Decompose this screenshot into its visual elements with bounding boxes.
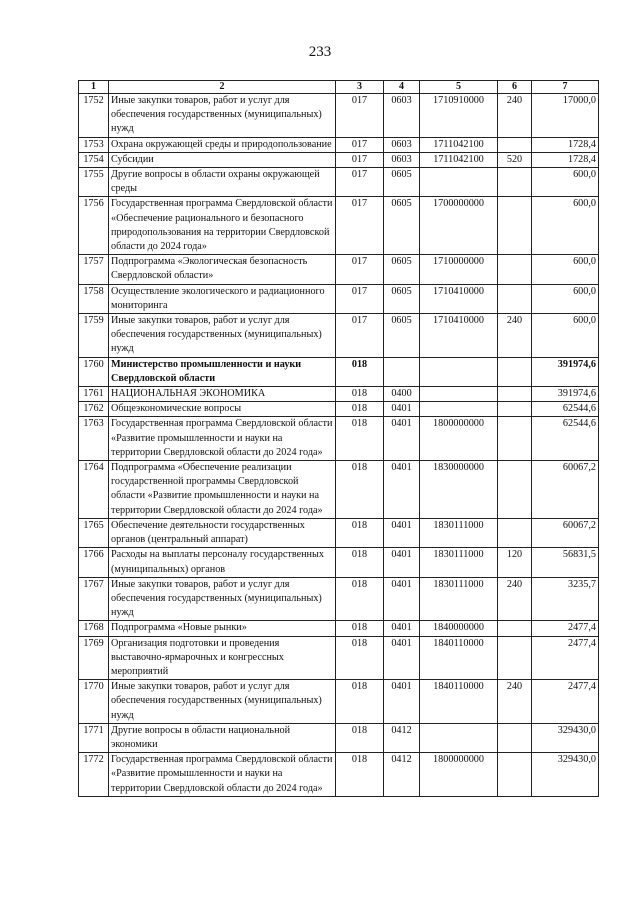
row-expense-type: 240 <box>498 577 532 621</box>
row-name: НАЦИОНАЛЬНАЯ ЭКОНОМИКА <box>109 387 336 402</box>
row-section-code: 0401 <box>384 680 420 724</box>
row-target-code: 1710410000 <box>420 284 498 313</box>
row-target-code: 1830111000 <box>420 548 498 577</box>
row-section-code: 0401 <box>384 417 420 461</box>
row-name: Подпрограмма «Экологическая безопасность Свердловской области» <box>109 255 336 284</box>
row-amount: 56831,5 <box>532 548 599 577</box>
table-body <box>79 94 599 797</box>
row-target-code <box>420 402 498 417</box>
row-name: Иные закупки товаров, работ и услуг для обеспечения государственных (муниципальных) нужд <box>109 680 336 724</box>
row-number: 1767 <box>79 577 109 621</box>
row-amount: 600,0 <box>532 284 599 313</box>
row-ministry-code: 017 <box>336 197 384 255</box>
table-row <box>79 548 599 577</box>
row-section-code <box>384 357 420 386</box>
row-amount: 600,0 <box>532 197 599 255</box>
table-row <box>79 621 599 636</box>
table-row <box>79 152 599 167</box>
row-target-code: 1800000000 <box>420 753 498 797</box>
row-amount: 2477,4 <box>532 621 599 636</box>
row-name: Обеспечение деятельности государственных органов (центральный аппарат) <box>109 518 336 547</box>
row-number: 1766 <box>79 548 109 577</box>
row-expense-type <box>498 518 532 547</box>
row-target-code: 1710910000 <box>420 94 498 138</box>
row-number: 1764 <box>79 461 109 519</box>
row-ministry-code: 018 <box>336 753 384 797</box>
budget-table <box>78 80 599 797</box>
row-number: 1753 <box>79 137 109 152</box>
row-section-code: 0605 <box>384 197 420 255</box>
row-target-code: 1840000000 <box>420 621 498 636</box>
row-section-code: 0400 <box>384 387 420 402</box>
row-ministry-code: 017 <box>336 284 384 313</box>
row-expense-type <box>498 197 532 255</box>
row-name: Подпрограмма «Обеспечение реализации государственной программы Свердловской области «Развитие промышленности и науки на территории Свердловской области до 2024 года» <box>109 461 336 519</box>
row-amount: 391974,6 <box>532 357 599 386</box>
row-target-code <box>420 168 498 197</box>
row-name: Расходы на выплаты персоналу государственных (муниципальных) органов <box>109 548 336 577</box>
row-target-code <box>420 357 498 386</box>
row-amount: 60067,2 <box>532 461 599 519</box>
table-row <box>79 94 599 138</box>
page-number: 233 <box>308 44 332 60</box>
row-section-code: 0603 <box>384 152 420 167</box>
row-section-code: 0412 <box>384 753 420 797</box>
header-col-4: 4 <box>384 81 420 94</box>
row-section-code: 0412 <box>384 723 420 752</box>
row-number: 1754 <box>79 152 109 167</box>
row-name: Государственная программа Свердловской области «Обеспечение рационального и безопасного природопользования на территории Свердловской области до 2024 года» <box>109 197 336 255</box>
row-expense-type <box>498 417 532 461</box>
table-row <box>79 168 599 197</box>
row-amount: 391974,6 <box>532 387 599 402</box>
row-section-code: 0401 <box>384 518 420 547</box>
row-amount: 3235,7 <box>532 577 599 621</box>
row-name: Субсидии <box>109 152 336 167</box>
row-expense-type: 120 <box>498 548 532 577</box>
row-ministry-code: 017 <box>336 94 384 138</box>
row-expense-type: 240 <box>498 314 532 358</box>
row-target-code: 1840110000 <box>420 636 498 680</box>
row-section-code: 0605 <box>384 314 420 358</box>
header-col-1: 1 <box>79 81 109 94</box>
row-ministry-code: 018 <box>336 402 384 417</box>
row-ministry-code: 017 <box>336 168 384 197</box>
row-expense-type <box>498 357 532 386</box>
row-section-code: 0603 <box>384 137 420 152</box>
table-row <box>79 577 599 621</box>
row-target-code: 1710000000 <box>420 255 498 284</box>
row-target-code <box>420 723 498 752</box>
row-ministry-code: 018 <box>336 548 384 577</box>
row-amount: 600,0 <box>532 168 599 197</box>
row-expense-type <box>498 284 532 313</box>
row-ministry-code: 018 <box>336 518 384 547</box>
row-amount: 2477,4 <box>532 680 599 724</box>
row-target-code: 1700000000 <box>420 197 498 255</box>
row-name: Охрана окружающей среды и природопользование <box>109 137 336 152</box>
row-ministry-code: 018 <box>336 357 384 386</box>
row-amount: 60067,2 <box>532 518 599 547</box>
row-expense-type <box>498 636 532 680</box>
row-name: Иные закупки товаров, работ и услуг для обеспечения государственных (муниципальных) нужд <box>109 94 336 138</box>
row-section-code: 0605 <box>384 284 420 313</box>
header-col-5: 5 <box>420 81 498 94</box>
row-number: 1765 <box>79 518 109 547</box>
row-section-code: 0605 <box>384 168 420 197</box>
row-amount: 62544,6 <box>532 402 599 417</box>
row-name: Государственная программа Свердловской области «Развитие промышленности и науки на территории Свердловской области до 2024 года» <box>109 753 336 797</box>
row-section-code: 0605 <box>384 255 420 284</box>
header-col-2: 2 <box>109 81 336 94</box>
row-amount: 329430,0 <box>532 723 599 752</box>
table-row <box>79 255 599 284</box>
header-col-6: 6 <box>498 81 532 94</box>
row-ministry-code: 018 <box>336 680 384 724</box>
row-ministry-code: 017 <box>336 314 384 358</box>
row-number: 1759 <box>79 314 109 358</box>
row-ministry-code: 018 <box>336 577 384 621</box>
table-row <box>79 680 599 724</box>
row-ministry-code: 017 <box>336 255 384 284</box>
row-expense-type <box>498 387 532 402</box>
row-name: Осуществление экологического и радиационного мониторинга <box>109 284 336 313</box>
row-section-code: 0603 <box>384 94 420 138</box>
row-expense-type <box>498 621 532 636</box>
row-expense-type: 240 <box>498 94 532 138</box>
row-number: 1763 <box>79 417 109 461</box>
row-name: Государственная программа Свердловской области «Развитие промышленности и науки на территории Свердловской области до 2024 года» <box>109 417 336 461</box>
row-ministry-code: 017 <box>336 152 384 167</box>
row-ministry-code: 018 <box>336 417 384 461</box>
row-ministry-code: 018 <box>336 636 384 680</box>
row-number: 1755 <box>79 168 109 197</box>
row-ministry-code: 018 <box>336 621 384 636</box>
row-number: 1772 <box>79 753 109 797</box>
table-row <box>79 402 599 417</box>
row-section-code: 0401 <box>384 636 420 680</box>
row-expense-type <box>498 137 532 152</box>
table-row <box>79 723 599 752</box>
row-amount: 1728,4 <box>532 137 599 152</box>
row-amount: 600,0 <box>532 255 599 284</box>
row-expense-type <box>498 168 532 197</box>
row-number: 1752 <box>79 94 109 138</box>
table-row <box>79 753 599 797</box>
row-section-code: 0401 <box>384 402 420 417</box>
row-number: 1762 <box>79 402 109 417</box>
row-section-code: 0401 <box>384 577 420 621</box>
row-expense-type: 520 <box>498 152 532 167</box>
table-header-row <box>79 81 599 94</box>
row-ministry-code: 018 <box>336 461 384 519</box>
row-number: 1756 <box>79 197 109 255</box>
row-number: 1760 <box>79 357 109 386</box>
row-ministry-code: 018 <box>336 387 384 402</box>
row-expense-type <box>498 461 532 519</box>
row-number: 1770 <box>79 680 109 724</box>
table-row <box>79 284 599 313</box>
row-amount: 62544,6 <box>532 417 599 461</box>
row-target-code <box>420 387 498 402</box>
row-target-code: 1710410000 <box>420 314 498 358</box>
row-number: 1771 <box>79 723 109 752</box>
row-ministry-code: 017 <box>336 137 384 152</box>
row-name: Иные закупки товаров, работ и услуг для обеспечения государственных (муниципальных) нужд <box>109 577 336 621</box>
row-name: Другие вопросы в области национальной экономики <box>109 723 336 752</box>
row-expense-type <box>498 255 532 284</box>
row-expense-type <box>498 723 532 752</box>
row-amount: 600,0 <box>532 314 599 358</box>
table-row <box>79 461 599 519</box>
row-number: 1769 <box>79 636 109 680</box>
row-expense-type <box>498 753 532 797</box>
row-target-code: 1711042100 <box>420 137 498 152</box>
table-row <box>79 636 599 680</box>
header-col-3: 3 <box>336 81 384 94</box>
row-target-code: 1711042100 <box>420 152 498 167</box>
row-amount: 2477,4 <box>532 636 599 680</box>
table-row <box>79 314 599 358</box>
row-number: 1768 <box>79 621 109 636</box>
table-row <box>79 417 599 461</box>
row-expense-type <box>498 402 532 417</box>
row-target-code: 1840110000 <box>420 680 498 724</box>
row-amount: 17000,0 <box>532 94 599 138</box>
table-row <box>79 137 599 152</box>
table-row <box>79 197 599 255</box>
table-row <box>79 518 599 547</box>
row-expense-type: 240 <box>498 680 532 724</box>
row-amount: 329430,0 <box>532 753 599 797</box>
row-name: Подпрограмма «Новые рынки» <box>109 621 336 636</box>
row-target-code: 1830111000 <box>420 577 498 621</box>
row-target-code: 1830111000 <box>420 518 498 547</box>
table-row <box>79 387 599 402</box>
row-target-code: 1800000000 <box>420 417 498 461</box>
row-number: 1757 <box>79 255 109 284</box>
table-row <box>79 357 599 386</box>
row-section-code: 0401 <box>384 461 420 519</box>
row-name: Министерство промышленности и науки Свердловской области <box>109 357 336 386</box>
row-amount: 1728,4 <box>532 152 599 167</box>
row-name: Организация подготовки и проведения выставочно-ярмарочных и конгрессных мероприятий <box>109 636 336 680</box>
row-section-code: 0401 <box>384 621 420 636</box>
row-target-code: 1830000000 <box>420 461 498 519</box>
row-name: Другие вопросы в области охраны окружающей среды <box>109 168 336 197</box>
header-col-7: 7 <box>532 81 599 94</box>
row-name: Общеэкономические вопросы <box>109 402 336 417</box>
row-number: 1758 <box>79 284 109 313</box>
row-ministry-code: 018 <box>336 723 384 752</box>
row-section-code: 0401 <box>384 548 420 577</box>
row-number: 1761 <box>79 387 109 402</box>
row-name: Иные закупки товаров, работ и услуг для обеспечения государственных (муниципальных) нужд <box>109 314 336 358</box>
